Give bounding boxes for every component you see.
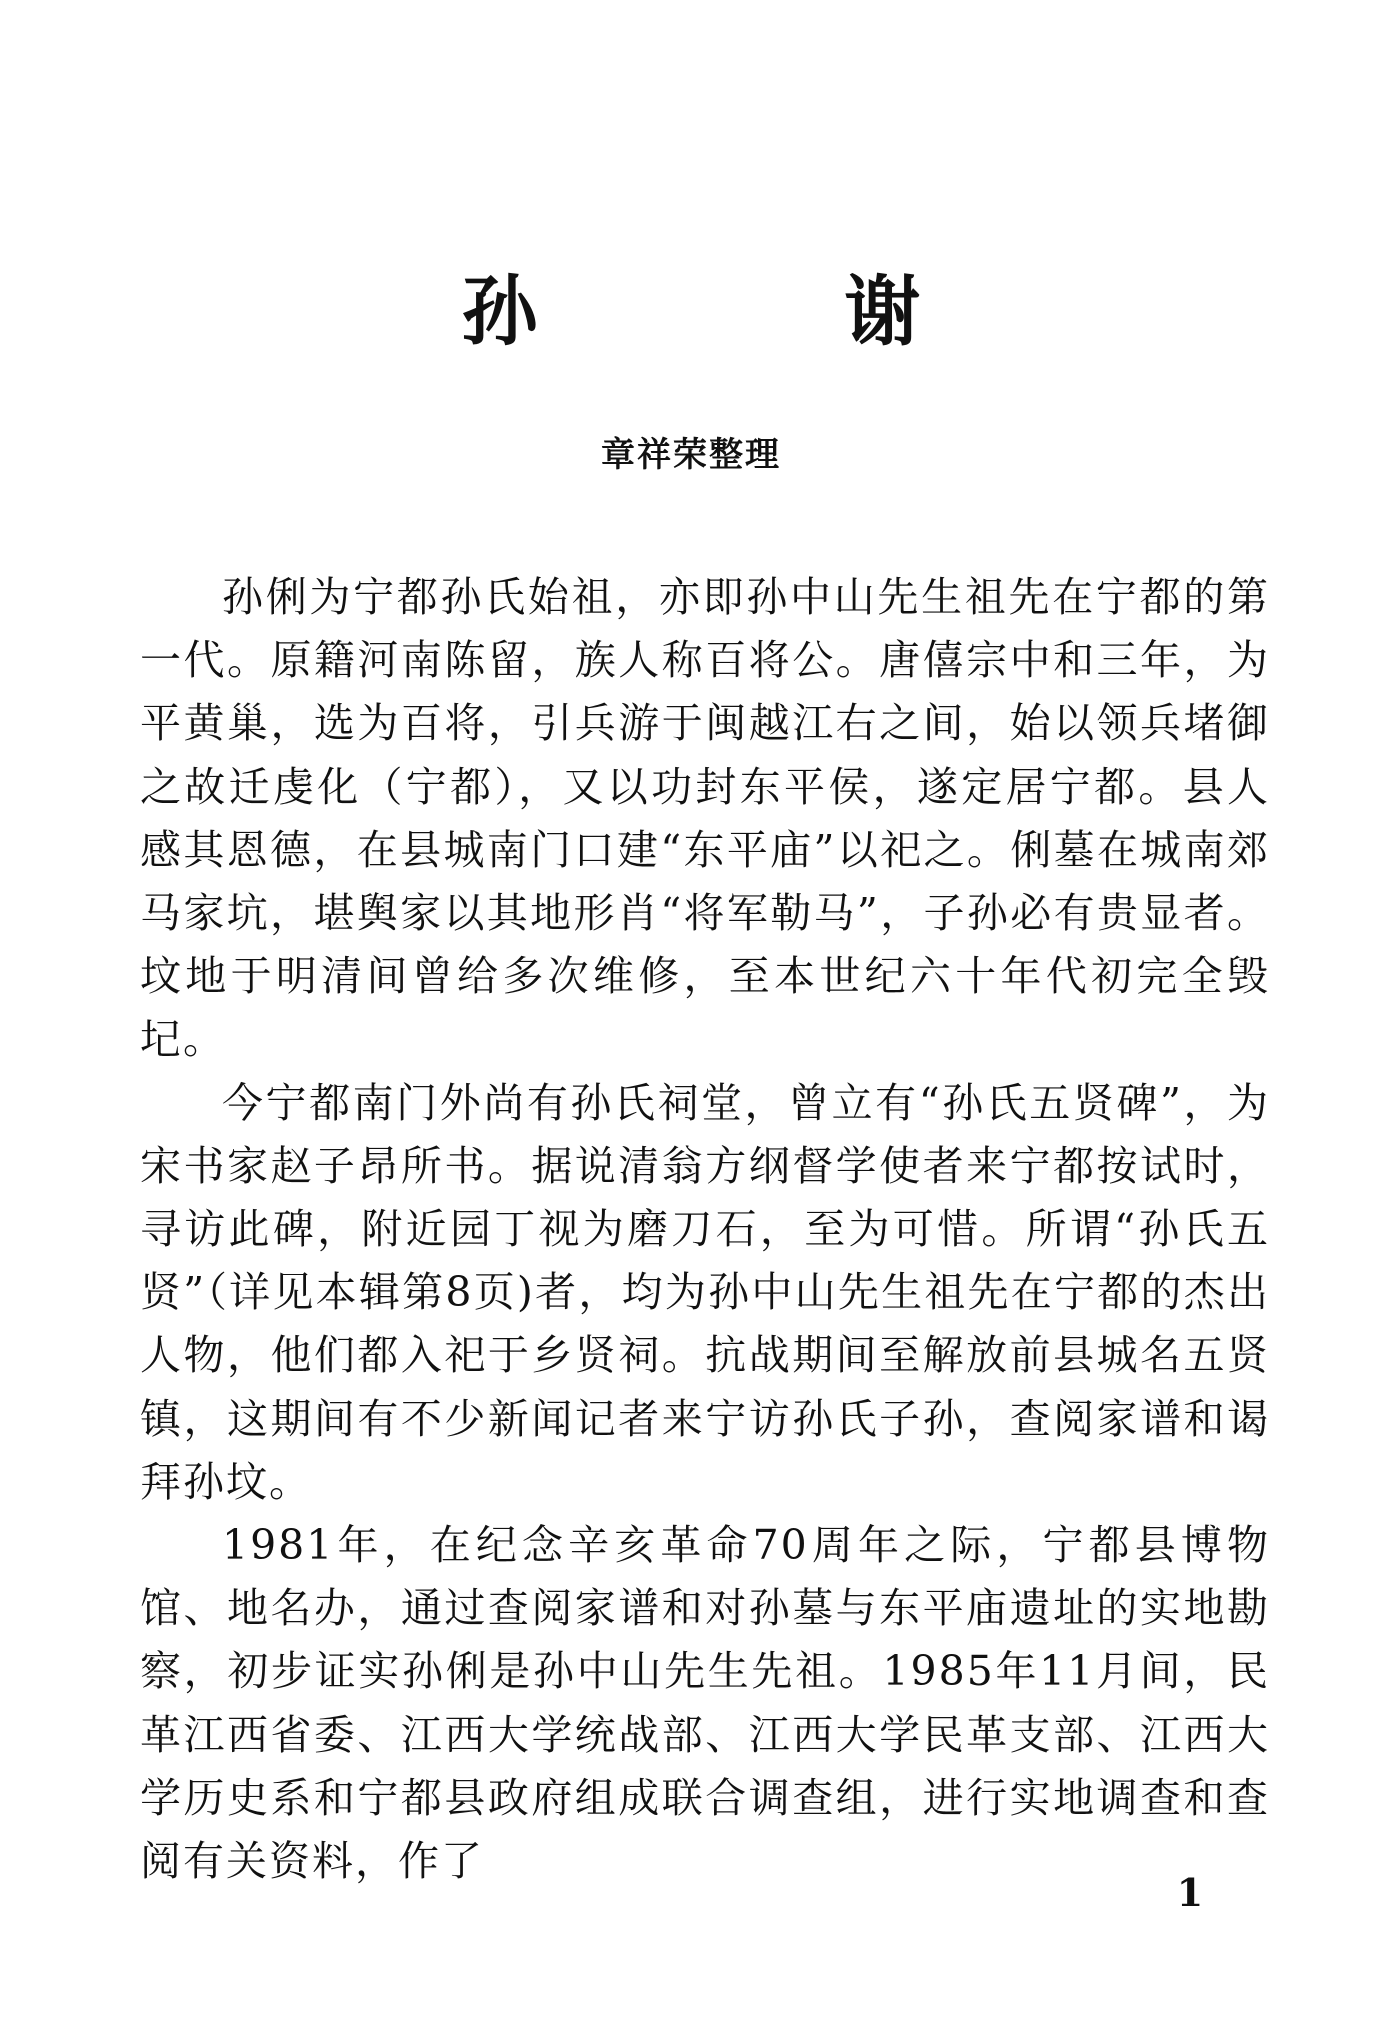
article-byline: 章祥荣整理 [601, 435, 781, 475]
article-body [140, 566, 1270, 1893]
paragraph-3: 1981年，在纪念辛亥革命70周年之际，宁都县博物馆、地名办，通过查阅家谱和对孙墓与东平庙遗址的实地勘察，初步证实孙俐是孙中山先生先祖。1985年11月间，民革江西省委、江西大学统战部、江西大学民革支部、江西大学历史系和宁都县政府组成联合调查组，进行实地调查和查阅有关资料，作了 [140, 1521, 1270, 1886]
page-number: 1 [1176, 1870, 1204, 1915]
paragraph-2: 今宁都南门外尚有孙氏祠堂，曾立有“孙氏五贤碑”，为宋书家赵子昂所书。据说清翁方纲督学使者来宁都按试时，寻访此碑，附近园丁视为磨刀石，至为可惜。所谓“孙氏五贤”（详见本辑第8页)者，均为孙中山先生祖先在宁都的杰出人物，他们都入祀于乡贤祠。抗战期间至解放前县城名五贤镇，这期间有不少新闻记者来宁访孙氏子孙，查阅家谱和谒拜孙坟。 [140, 1078, 1270, 1506]
paragraph-1: 孙俐为宁都孙氏始祖，亦即孙中山先生祖先在宁都的第一代。原籍河南陈留，族人称百将公。唐僖宗中和三年，为平黄巢，选为百将，引兵游于闽越江右之间，始以领兵堵御之故迁虔化（宁都），又以功封东平侯，遂定居宁都。县人感其恩德，在县城南门口建“东平庙”以祀之。俐墓在城南郊马家坑，堪舆家以其地形肖“将军勒马”，子孙必有贵显者。坟地于明清间曾给多次维修，至本世纪六十年代初完全毁圮。 [140, 573, 1270, 1064]
article-title: 孙 谢 [461, 267, 1061, 356]
